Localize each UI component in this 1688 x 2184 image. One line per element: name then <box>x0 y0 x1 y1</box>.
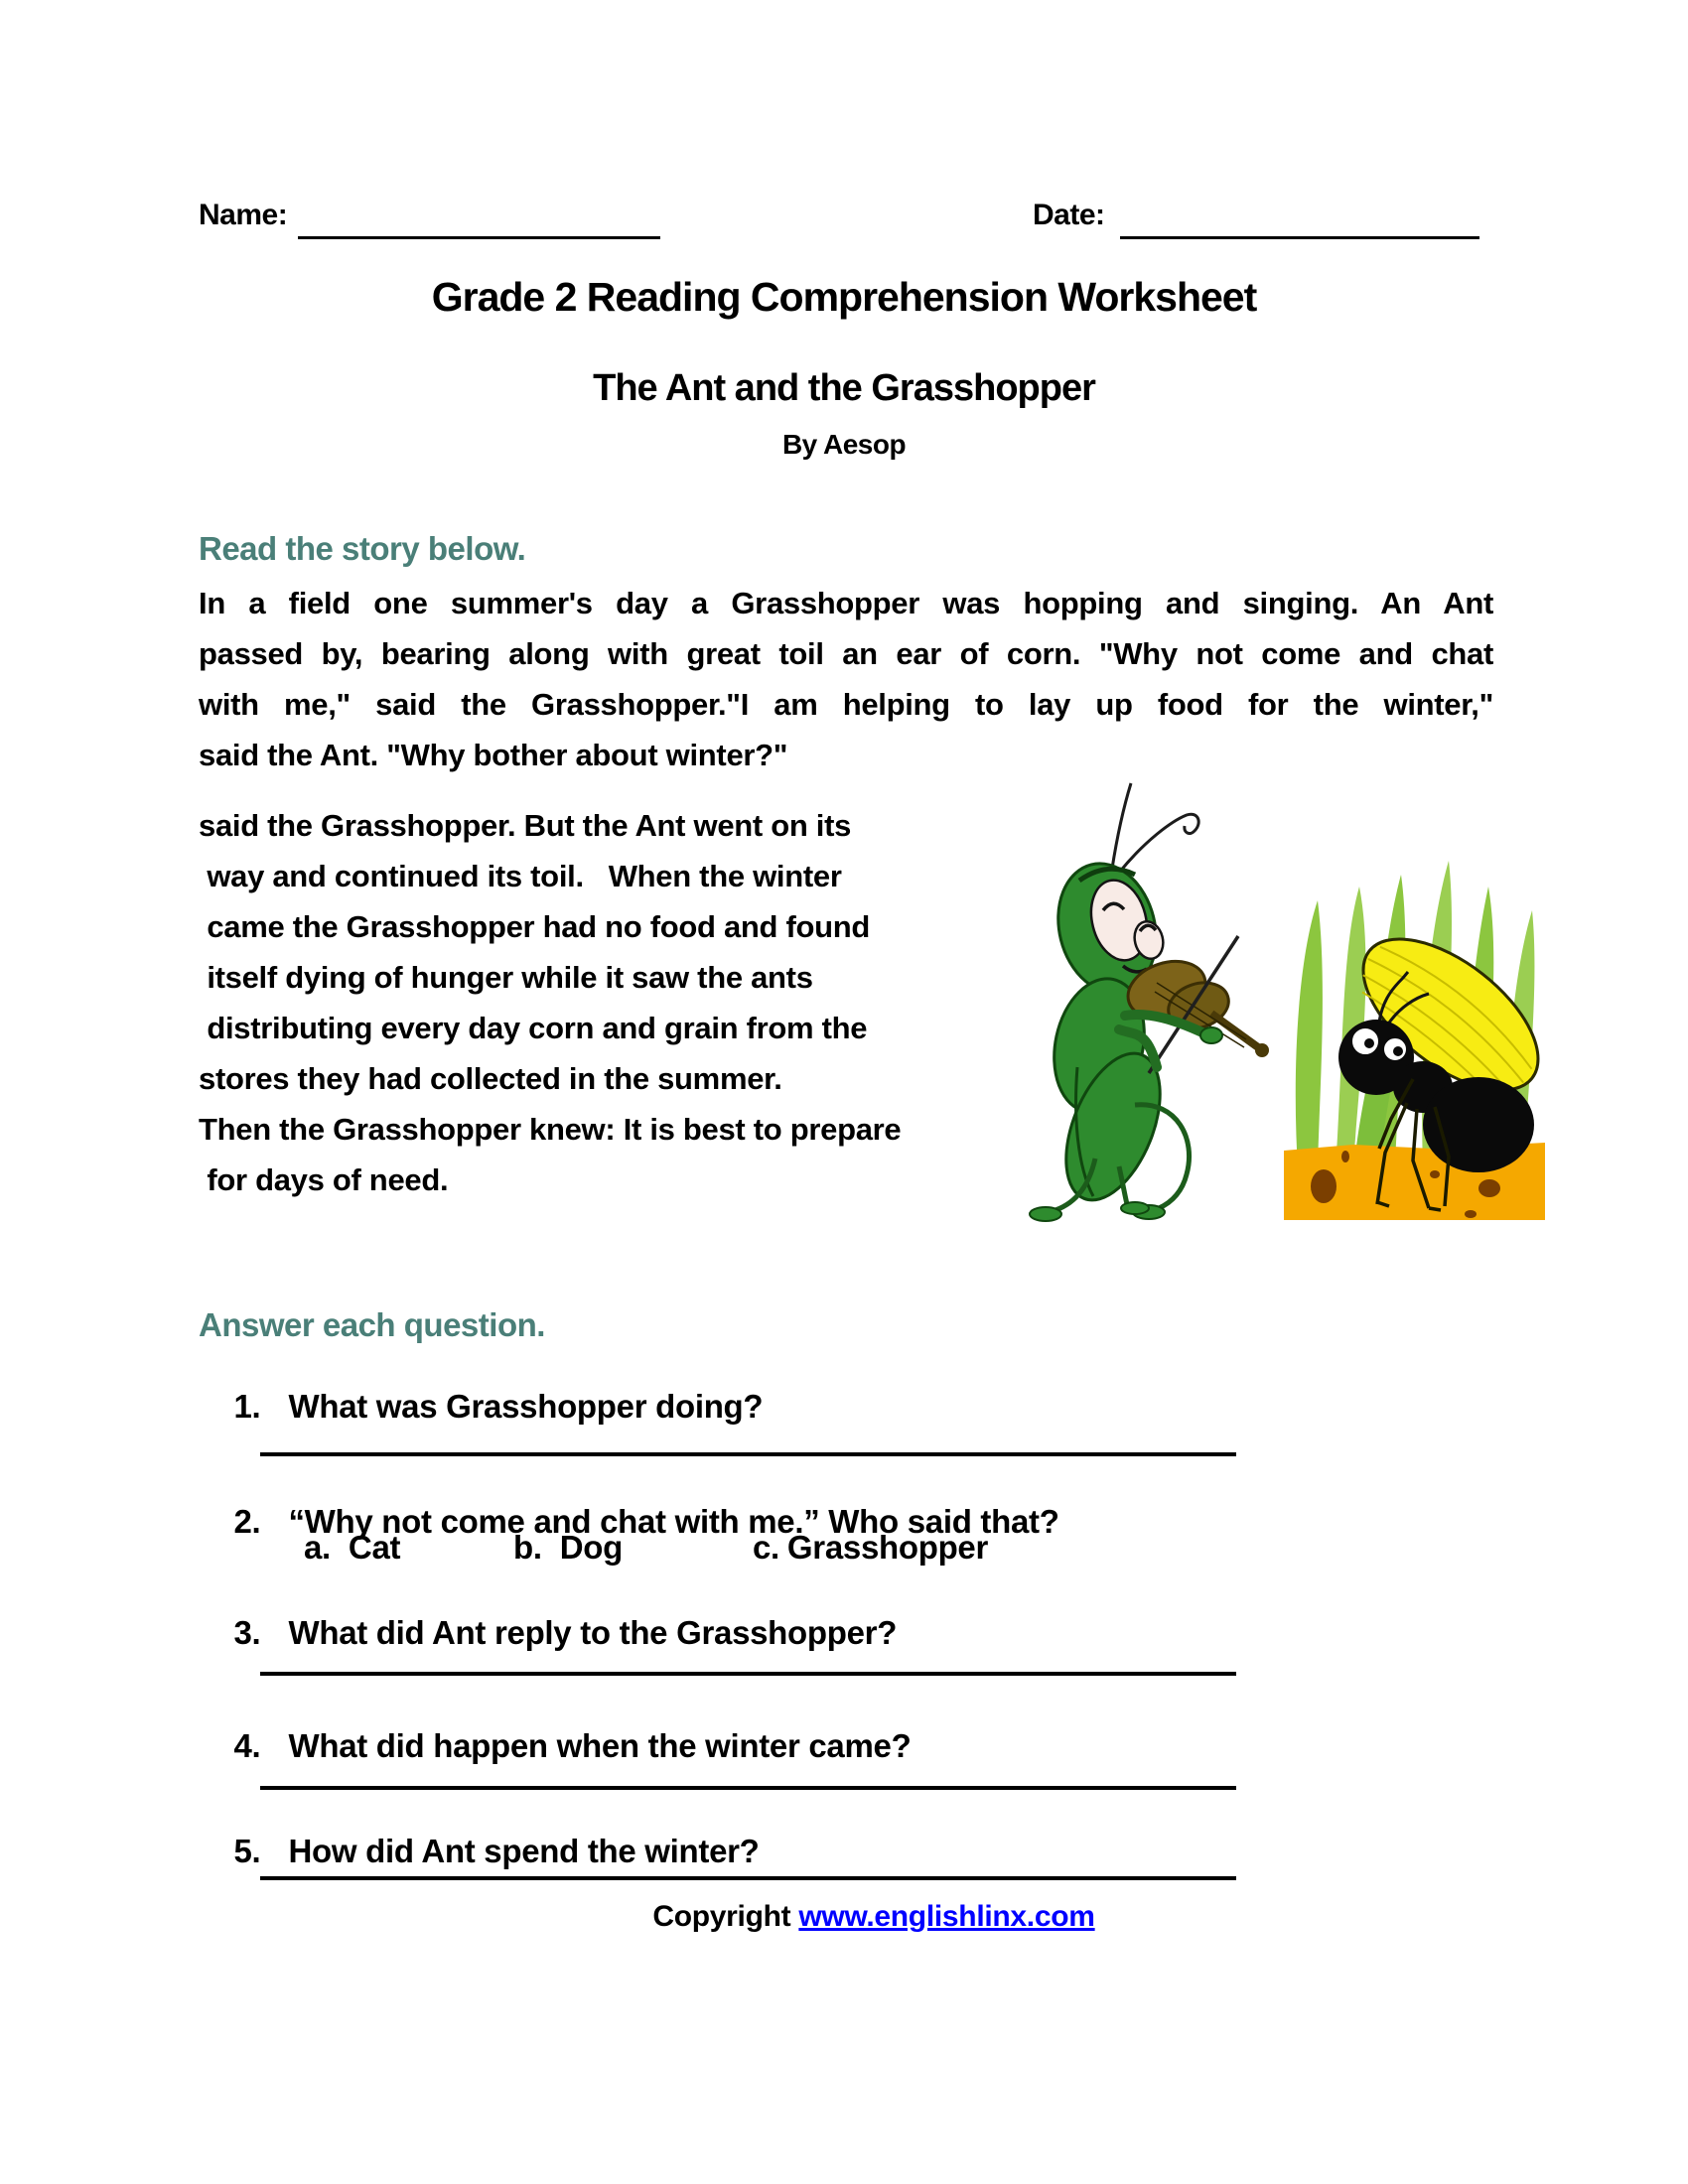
question-1 <box>199 1350 763 1463</box>
story-line: stores they had collected in the summer. <box>199 1061 782 1096</box>
choice-b <box>513 1529 623 1567</box>
choice-label: Grasshopper <box>786 1529 989 1566</box>
copyright-label: Copyright <box>652 1900 799 1933</box>
question-5 <box>199 1795 760 1908</box>
choice-label: Dog <box>559 1529 623 1566</box>
date-label: Date: <box>1033 199 1105 231</box>
question-text: What did Ant reply to the Grasshopper? <box>288 1614 898 1651</box>
date-blank-line <box>1120 204 1479 239</box>
choice-a <box>304 1529 400 1567</box>
question-text: What did happen when the winter came? <box>288 1727 912 1764</box>
answer-questions-heading: Answer each question. <box>199 1306 545 1343</box>
story-line: way and continued its toil. When the winter <box>199 859 842 893</box>
question-text: How did Ant spend the winter? <box>288 1833 760 1869</box>
story-line: came the Grasshopper had no food and found <box>199 909 871 944</box>
answer-line-4 <box>260 1786 1236 1790</box>
footer <box>30 1900 1688 1934</box>
grasshopper-illustration <box>1008 769 1281 1226</box>
name-blank-line <box>298 204 660 239</box>
choice-letter: a. <box>304 1529 331 1566</box>
copyright-link[interactable]: www.englishlinx.com <box>798 1900 1095 1933</box>
story-byline: By Aesop <box>781 429 907 460</box>
question-text: “Why not come and chat with me.” Who said that? <box>288 1503 1059 1540</box>
answer-line-1 <box>260 1452 1236 1456</box>
story-line: said the Grasshopper. But the Ant went on its <box>199 808 852 843</box>
name-label: Name: <box>199 199 288 231</box>
question-number: 1. <box>233 1388 261 1425</box>
page-title: Grade 2 Reading Comprehension Worksheet <box>431 274 1257 320</box>
choice-label: Cat <box>348 1529 401 1566</box>
story-title: The Ant and the Grasshopper <box>593 367 1095 409</box>
story-line: passed by, bearing along with great toil an ear of corn. "Why not come and chat <box>199 636 1493 671</box>
story-line: said the Ant. "Why bother about winter?" <box>199 738 788 772</box>
story-line: with me," said the Grasshopper."I am helping to lay up food for the winter," <box>199 687 1493 722</box>
story-line: In a field one summer's day a Grasshopper was hopping and singing. An Ant <box>199 586 1493 620</box>
ant-illustration <box>1284 791 1545 1220</box>
question-number: 3. <box>233 1614 261 1651</box>
question-text: What was Grasshopper doing? <box>288 1388 764 1425</box>
question-number: 2. <box>233 1503 261 1540</box>
story-line: Then the Grasshopper knew: It is best to prepare <box>199 1112 902 1147</box>
question-number: 4. <box>233 1727 261 1764</box>
question-number: 5. <box>233 1833 261 1869</box>
answer-line-5 <box>260 1876 1236 1880</box>
story-line: itself dying of hunger while it saw the ants <box>199 960 813 995</box>
answer-line-3 <box>260 1672 1236 1676</box>
story-line: distributing every day corn and grain from the <box>199 1011 868 1045</box>
story-line: for days of need. <box>199 1162 449 1197</box>
choice-letter: b. <box>513 1529 542 1566</box>
choice-letter: c. <box>753 1529 779 1566</box>
choice-c <box>753 1529 988 1567</box>
read-story-heading: Read the story below. <box>199 530 526 567</box>
